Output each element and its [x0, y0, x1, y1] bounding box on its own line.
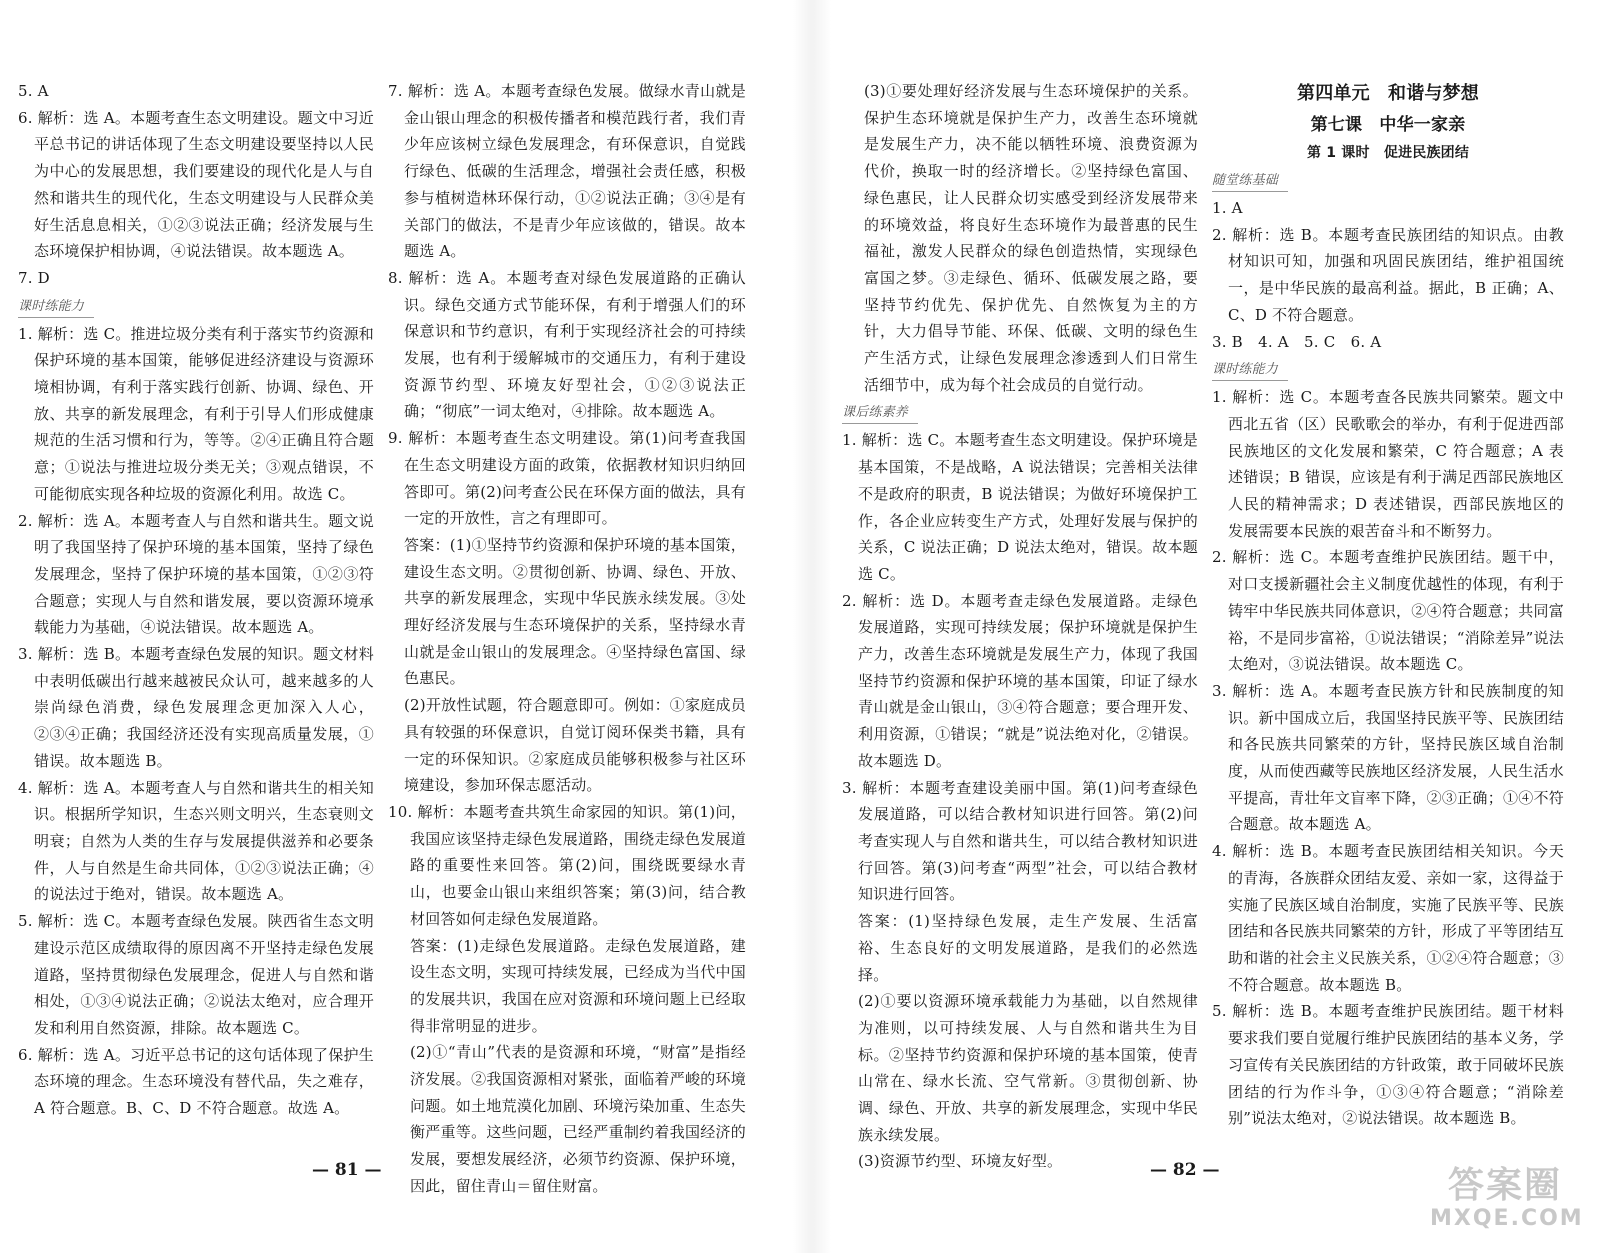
question-4: 4. 解析：选 A。本题考查人与自然和谐共生的相关知识。根据所学知识，生态兴则文明兴，生态衰则文明衰；自然为人类的生存与发展提供滋养和必要条件，人与自然是生命共同体，①②③说法正确；④的说法过于绝对，错误。故本题选 A。 — [18, 778, 374, 904]
ability-question-3: 3. 解析：选 A。本题考查民族方针和民族制度的知识。新中国成立后，我国坚持民族平等、民族团结和各民族共同繁荣的方针，坚持民族区域自治制度，从而使西藏等民族地区经济发展，人民生活水平提高，青壮年文盲率下降，②③正确；①④不符合题意。故本题选 A。 — [1212, 681, 1564, 834]
after-class-question-2: 2. 解析：选 D。本题考查走绿色发展道路。走绿色发展道路，实现可持续发展；保护环境就是保护生产力，改善生态环境就是发展生产力，体现了我国坚持节约资源和保护环境的基本国策，印证了绿水青山就是金山银山，③④符合题意；要合理开发、利用资源，①错误；“就是”说法绝对化，②错误。故本题选 D。 — [842, 591, 1198, 770]
answer-7: 7. D — [18, 268, 50, 287]
after-class-question-3-answer-3: (3)资源节约型、环境友好型。 — [858, 1152, 1063, 1171]
section-header-literacy: 课后练素养 — [842, 403, 918, 424]
period-title: 第 1 课时 促进民族团结 — [1306, 145, 1470, 161]
book-gutter — [793, 0, 831, 1253]
answer-6: 6. 解析：选 A。本题考查生态文明建设。题文中习近平总书记的讲话体现了生态文明建设要坚持以人民为中心的发展思想，我们要建设的现代化是人与自然和谐共生的现代化，生态文明建设与人民群众美好生活息息相关，①②③说法正确；经济发展与生态环境保护相协调，④说法错误。故本题选 A。 — [18, 108, 374, 261]
question-9: 9. 解析：本题考查生态文明建设。第(1)问考查我国在生态文明建设方面的政策，依据教材知识归纳回答即可。第(2)问考查公民在环保方面的做法，具有一定的开放性，言之有理即可。 — [388, 429, 746, 528]
question-9-answer-1: 答案：(1)①坚持节约资源和保护环境的基本国策，建设生态文明。②贯彻创新、协调、绿色、开放、共享的新发展理念，实现中华民族永续发展。③处理好经济发展与生态环境保护的关系，坚持绿水青山就是金山银山的发展理念。④坚持绿色富国、绿色惠民。 — [404, 535, 746, 688]
question-10-answer-1: 答案：(1)走绿色发展道路。走绿色发展道路，建设生态文明，实现可持续发展，已经成为当代中国的发展共识，我国在应对资源和环境问题上已经取得非常明显的进步。 — [410, 936, 746, 1035]
basic-answers-3-6: 3. B 4. A 5. C 6. A — [1212, 332, 1382, 351]
question-10-answer-2: (2)①“青山”代表的是资源和环境，“财富”是指经济发展。②我国资源相对紧张，面临着严峻的环境问题。如土地荒漠化加剧、环境污染加重、生态失衡严重等。这些问题，已经严重制约着我国经济的发展，要想发展经济，必须节约资源、保护环境，因此，留住青山＝留住财富。 — [410, 1043, 746, 1195]
question-1: 1. 解析：选 C。推进垃圾分类有利于落实节约资源和保护环境的基本国策，能够促进经济建设与资源环境相协调，有利于落实践行创新、协调、绿色、开放、共享的新发展理念，有利于引导人们形成健康规范的生活习惯和行为，等等。②④正确且符合题意；①说法与推进垃圾分类无关；③观点错误，不可能彻底实现各种垃圾的资源化利用。故选 C。 — [18, 324, 374, 503]
basic-answer-1: 1. A — [1212, 199, 1243, 217]
section-header-ability: 课时练能力 — [18, 297, 94, 318]
lesson-title: 第七课 中华一家亲 — [1310, 115, 1466, 135]
after-class-question-1: 1. 解析：选 C。本题考查生态文明建设。保护环境是基本国策，不是战略，A 说法错误；完善相关法律不是政府的职责，B 说法错误；为做好环境保护工作，各企业应转变生产方式，处理好发展与保护的关系，C 说法正确；D 说法太绝对，错误。故本题选 C。 — [842, 431, 1198, 583]
ability-question-2: 2. 解析：选 C。本题考查维护民族团结。题干中，对口支援新疆社会主义制度优越性的体现，有利于铸牢中华民族共同体意识，②④符合题意；共同富裕，不是同步富裕，①说法错误；“消除差异”说法太绝对，③说法错误。故本题选 C。 — [1212, 548, 1564, 674]
ability-question-1: 1. 解析：选 C。本题考查各民族共同繁荣。题文中西北五省（区）民歌歌会的举办，有利于促进西部民族地区的文化发展和繁荣，C 符合题意；A 表述错误；B 错误，应该是有利于满足西部民族地区人民的精神需求；D 表述错误，西部民族地区的发展需要本民族的艰苦奋斗和不断努力。 — [1212, 388, 1564, 540]
answer-5: 5. A — [18, 82, 49, 100]
section-header-ability-2: 课时练能力 — [1212, 360, 1288, 381]
basic-answer-2: 2. 解析：选 B。本题考查民族团结的知识点。由教材知识可知，加强和巩固民族团结，维护祖国统一，是中华民族的最高利益。据此，B 正确；A、C、D 不符合题意。 — [1212, 225, 1564, 324]
question-3: 3. 解析：选 B。本题考查绿色发展的知识。题文材料中表明低碳出行越来越被民众认可，越来越多的人崇尚绿色消费，绿色发展理念更加深入人心，②③④正确；我国经济还没有实现高质量发展，①错误。故本题选 B。 — [18, 645, 374, 770]
question-7: 7. 解析：选 A。本题考查绿色发展。做绿水青山就是金山银山理念的积极传播者和模范践行者，我们青少年应该树立绿色发展理念，有环保意识，自觉践行绿色、低碳的生活理念，增强社会责任感，积极参与植树造林环保行动，①②说法正确；③④是有关部门的做法，不是青少年应该做的，错误。故本题选 A。 — [388, 82, 746, 261]
left-page-column-1 — [18, 78, 374, 1122]
question-9-answer-2: (2)开放性试题，符合题意即可。例如：①家庭成员具有较强的环保意识，自觉订阅环保类书籍，具有一定的环保知识。②家庭成员能够积极参与社区环境建设，参加环保志愿活动。 — [404, 696, 746, 795]
left-page-column-2 — [388, 78, 746, 1200]
page-number-left: — 81 — — [312, 1160, 382, 1180]
section-header-basic: 随堂练基础 — [1212, 171, 1288, 192]
right-page-column-2 — [1212, 78, 1564, 1132]
ability-question-4: 4. 解析：选 B。本题考查民族团结相关知识。今天的青海，各族群众团结友爱、亲如一家，这得益于实施了民族区域自治制度，实施了民族平等、民族团结和各民族共同繁荣的方针，形成了平等团结互助和谐的社会主义民族关系，①②④符合题意；③不符合题意。故本题选 B。 — [1212, 842, 1564, 994]
ability-question-5: 5. 解析：选 B。本题考查维护民族团结。题干材料要求我们要自觉履行维护民族团结的基本义务，学习宣传有关民族团结的方针政策，敢于同破坏民族团结的行为作斗争，①③④符合题意；“消除差别”说法太绝对，②说法错误。故本题选 B。 — [1212, 1002, 1564, 1128]
question-10-answer-3: (3)①要处理好经济发展与生态环境保护的关系。保护生态环境就是保护生产力，改善生态环境就是发展生产力，决不能以牺牲环境、浪费资源为代价，换取一时的经济增长。②坚持绿色富国、绿色惠民，让人民群众切实感受到经济发展带来的环境效益，将良好生态环境作为最普惠的民生福祉，激发人民群众的绿色创造热情，实现绿色富国之梦。③走绿色、循环、低碳发展之路，要坚持节约优先、保护优先、自然恢复为主的方针，大力倡导节能、环保、低碳、文明的绿色生产生活方式，让绿色发展理念渗透到人们日常生活细节中，成为每个社会成员的自觉行动。 — [864, 82, 1198, 394]
question-6: 6. 解析：选 A。习近平总书记的这句话体现了保护生态环境的理念。生态环境没有替代品，失之难存，A 符合题意。B、C、D 不符合题意。故选 A。 — [18, 1045, 374, 1118]
question-10: 10. 解析：本题考查共筑生命家园的知识。第(1)问，我国应该坚持走绿色发展道路，围绕走绿色发展道路的重要性来回答。第(2)问，围绕既要绿水青山，也要金山银山来组织答案；第(3)问，结合教材回答如何走绿色发展道路。 — [388, 802, 746, 928]
question-2: 2. 解析：选 A。本题考查人与自然和谐共生。题文说明了我国坚持了保护环境的基本国策，坚持了绿色发展理念，坚持了保护环境的基本国策，①②③符合题意；实现人与自然和谐发展，要以资源环境承载能力为基础，④说法错误。故本题选 A。 — [18, 511, 374, 637]
right-page-column-1 — [842, 78, 1198, 1175]
watermark-logo: 答案圈 MXQE.COM — [1430, 1165, 1584, 1231]
unit-title: 第四单元 和谐与梦想 — [1297, 83, 1479, 104]
after-class-question-3: 3. 解析：本题考查建设美丽中国。第(1)问考查绿色发展道路，可以结合教材知识进行回答。第(2)问考查实现人与自然和谐共生，可以结合教材知识进行回答。第(3)问考查“两型”社会，可以结合教材知识进行回答。 — [842, 778, 1198, 904]
after-class-question-3-answer-1: 答案：(1)坚持绿色发展，走生产发展、生活富裕、生态良好的文明发展道路，是我们的必然选择。 — [858, 912, 1198, 984]
after-class-question-3-answer-2: (2)①要以资源环境承载能力为基础，以自然规律为准则，以可持续发展、人与自然和谐共生为目标。②坚持节约资源和保护环境的基本国策，使青山常在、绿水长流、空气常新。③贯彻创新、协调、绿色、开放、共享的新发展理念，实现中华民族永续发展。 — [858, 992, 1198, 1144]
question-5: 5. 解析：选 C。本题考查绿色发展。陕西省生态文明建设示范区成绩取得的原因离不开坚持走绿色发展道路，坚持贯彻绿色发展理念，促进人与自然和谐相处，①③④说法正确；②说法太绝对，应合理开发和利用自然资源，排除。故本题选 C。 — [18, 912, 374, 1037]
question-8: 8. 解析：选 A。本题考查对绿色发展道路的正确认识。绿色交通方式节能环保，有利于增强人们的环保意识和节约意识，有利于实现经济社会的可持续发展，也有利于缓解城市的交通压力，有利于建设资源节约型、环境友好型社会，①②③说法正确；“彻底”一词太绝对，④排除。故本题选 A。 — [388, 268, 746, 421]
page-number-right: — 82 — — [1150, 1160, 1220, 1180]
